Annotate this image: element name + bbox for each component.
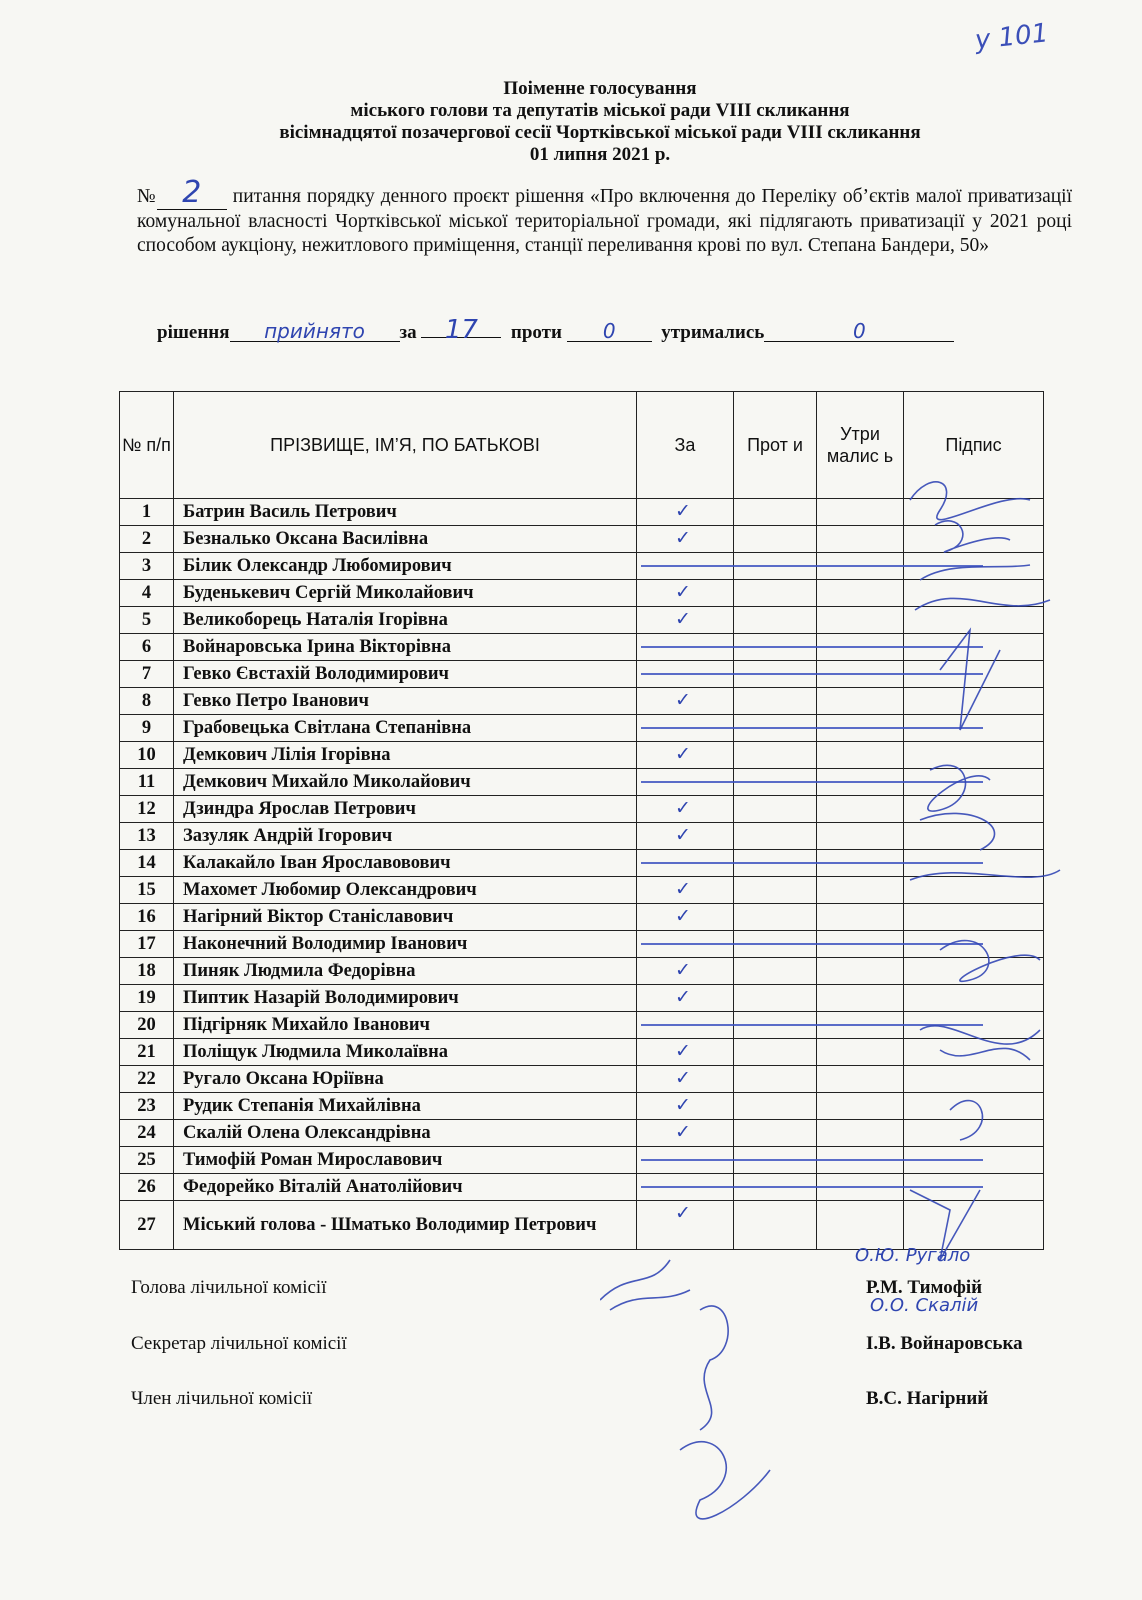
commission-signatures: [600, 1250, 1060, 1550]
table-row: [120, 904, 1044, 931]
deputy-name: Безналько Оксана Василівна: [174, 526, 637, 553]
vote-for-cell: [637, 850, 734, 877]
vote-for-cell: [637, 1093, 734, 1120]
vote-against-cell: [734, 715, 817, 742]
vote-abstain-cell: [817, 850, 904, 877]
deputy-name: Рудик Степанія Михайлівна: [174, 1093, 637, 1120]
vote-against-cell: [734, 850, 817, 877]
vote-for-cell: [637, 1174, 734, 1201]
vote-for-cell: [637, 688, 734, 715]
vote-against-cell: [734, 634, 817, 661]
signature-cell: [904, 1147, 1044, 1174]
vote-against-cell: [734, 769, 817, 796]
signature-cell: [904, 1120, 1044, 1147]
deputy-name: Зазуляк Андрій Ігорович: [174, 823, 637, 850]
signature-cell: [904, 526, 1044, 553]
vote-for-cell: [637, 580, 734, 607]
vote-for-cell: [637, 823, 734, 850]
vote-abstain-cell: [817, 877, 904, 904]
vote-against-cell: [734, 1120, 817, 1147]
row-number: 19: [120, 985, 174, 1012]
vote-for-cell: [637, 877, 734, 904]
deputy-name: Пиптик Назарій Володимирович: [174, 985, 637, 1012]
vote-for-cell: [637, 1012, 734, 1039]
header-line-2: міського голови та депутатів міської ради VIII скликання: [350, 100, 850, 121]
decision-value-blank: [230, 319, 400, 342]
deputy-name: Калакайло Іван Ярославовович: [174, 850, 637, 877]
row-number: 17: [120, 931, 174, 958]
vote-for-cell: [637, 1039, 734, 1066]
table-row: [120, 1066, 1044, 1093]
table-row: [120, 1201, 1044, 1250]
deputy-name: Грабовецька Світлана Степанівна: [174, 715, 637, 742]
signature-cell: [904, 1201, 1044, 1250]
vote-abstain-cell: [817, 1147, 904, 1174]
item-number-blank: [157, 175, 227, 210]
vote-for-cell: [637, 1120, 734, 1147]
row-number: 27: [120, 1201, 174, 1250]
signature-cell: [904, 742, 1044, 769]
vote-against-cell: [734, 904, 817, 931]
header-title: Поіменне голосування: [503, 78, 697, 99]
vote-against-cell: [734, 607, 817, 634]
deputy-name: Нагірний Віктор Станіславович: [174, 904, 637, 931]
commission-role: Секретар лічильної комісії: [131, 1333, 347, 1354]
col-header-num: № п/п: [120, 392, 174, 499]
signature-cell: [904, 1066, 1044, 1093]
vote-for-cell: [637, 661, 734, 688]
row-number: 5: [120, 607, 174, 634]
row-number: 22: [120, 1066, 174, 1093]
row-number: 9: [120, 715, 174, 742]
vote-abstain-cell: [817, 796, 904, 823]
signature-mark: [700, 1306, 728, 1430]
vote-for-cell: [637, 526, 734, 553]
vote-abstain-cell: [817, 958, 904, 985]
signature-cell: [904, 688, 1044, 715]
vote-against-cell: [734, 1147, 817, 1174]
vote-abstain-cell: [817, 985, 904, 1012]
vote-against-cell: [734, 661, 817, 688]
deputy-name: Демкович Лілія Ігорівна: [174, 742, 637, 769]
abstain-value: 0: [852, 319, 866, 343]
vote-against-cell: [734, 931, 817, 958]
table-row: [120, 1039, 1044, 1066]
vote-abstain-cell: [817, 526, 904, 553]
row-number: 8: [120, 688, 174, 715]
handwritten-corner-note: у 101: [973, 18, 1050, 56]
table-row: [120, 823, 1044, 850]
vote-for-cell: [637, 607, 734, 634]
vote-against-cell: [734, 742, 817, 769]
table-row: [120, 607, 1044, 634]
roll-call-table: [119, 391, 1044, 1250]
vote-abstain-cell: [817, 499, 904, 526]
signature-cell: [904, 580, 1044, 607]
row-number: 18: [120, 958, 174, 985]
table-row: [120, 742, 1044, 769]
col-header-signature: Підпис: [904, 392, 1044, 499]
for-value: 17: [444, 315, 478, 345]
table-header-row: [120, 392, 1044, 499]
vote-against-cell: [734, 1039, 817, 1066]
commission-member-name: В.С. Нагірний: [866, 1388, 989, 1409]
vote-abstain-cell: [817, 1012, 904, 1039]
vote-abstain-cell: [817, 553, 904, 580]
row-number: 26: [120, 1174, 174, 1201]
abstain-label: утримались: [661, 322, 765, 343]
vote-for-cell: [637, 958, 734, 985]
vote-against-cell: [734, 985, 817, 1012]
vote-against-cell: [734, 580, 817, 607]
commission-role: Член лічильної комісії: [131, 1388, 313, 1409]
against-label: проти: [510, 322, 562, 343]
against-value-blank: [567, 319, 652, 342]
vote-for-cell: [637, 904, 734, 931]
commission-member-name: Р.М. Тимофій: [866, 1277, 983, 1298]
vote-abstain-cell: [817, 1201, 904, 1250]
row-number: 24: [120, 1120, 174, 1147]
signature-cell: [904, 499, 1044, 526]
vote-for-cell: [637, 553, 734, 580]
vote-for-cell: [637, 634, 734, 661]
item-text: питання порядку денного проєкт рішення «Про включення до Переліку об’єктів малої приватизації комунальної власності Чортківської міської територіальної громади, які підлягають приватизації у 2021 році способом аукціону, нежитлового приміщення, станції переливання крові по вул. Степана Бандери, 50»: [137, 186, 1072, 256]
table-row: [120, 769, 1044, 796]
table-row: [120, 1147, 1044, 1174]
table-row: [120, 985, 1044, 1012]
deputy-name: Тимофій Роман Мирославович: [174, 1147, 637, 1174]
checkmark-icon: ✓: [675, 500, 691, 522]
deputy-name: Великоборець Наталія Ігорівна: [174, 607, 637, 634]
row-number: 15: [120, 877, 174, 904]
vote-for-cell: [637, 715, 734, 742]
header-date: 01 липня 2021 р.: [529, 144, 671, 165]
row-number: 2: [120, 526, 174, 553]
signature-mark: [680, 1442, 770, 1519]
table-row: [120, 661, 1044, 688]
row-number: 14: [120, 850, 174, 877]
table-row: [120, 1120, 1044, 1147]
vote-abstain-cell: [817, 1174, 904, 1201]
vote-for-cell: [637, 769, 734, 796]
deputy-name: Федорейко Віталій Анатолійович: [174, 1174, 637, 1201]
table-row: [120, 499, 1044, 526]
vote-against-cell: [734, 499, 817, 526]
table-row: [120, 688, 1044, 715]
col-header-for: За: [637, 392, 734, 499]
deputy-name: Махомет Любомир Олександрович: [174, 877, 637, 904]
handwritten-note-1: О.Ю. Ругало: [855, 1245, 971, 1266]
row-number: 1: [120, 499, 174, 526]
signature-cell: [904, 904, 1044, 931]
deputy-name: Гевко Євстахій Володимирович: [174, 661, 637, 688]
row-number: 11: [120, 769, 174, 796]
signature-cell: [904, 823, 1044, 850]
checkmark-icon: ✓: [675, 1040, 691, 1062]
vote-abstain-cell: [817, 607, 904, 634]
table-row: [120, 580, 1044, 607]
signature-cell: [904, 607, 1044, 634]
vote-against-cell: [734, 1174, 817, 1201]
signature-cell: [904, 1012, 1044, 1039]
checkmark-icon: ✓: [675, 581, 691, 603]
table-row: [120, 796, 1044, 823]
row-number: 7: [120, 661, 174, 688]
row-number: 10: [120, 742, 174, 769]
table-row: [120, 553, 1044, 580]
checkmark-icon: ✓: [675, 959, 691, 981]
signature-cell: [904, 850, 1044, 877]
vote-abstain-cell: [817, 580, 904, 607]
deputy-name: Скалій Олена Олександрівна: [174, 1120, 637, 1147]
signature-cell: [904, 1093, 1044, 1120]
document-header: [130, 78, 1070, 166]
deputy-name: Ругало Оксана Юріївна: [174, 1066, 637, 1093]
checkmark-icon: ✓: [675, 797, 691, 819]
deputy-name: Батрин Василь Петрович: [174, 499, 637, 526]
signature-cell: [904, 634, 1044, 661]
signature-cell: [904, 985, 1044, 1012]
vote-against-cell: [734, 958, 817, 985]
decision-label: рішення: [157, 322, 230, 343]
table-row: [120, 715, 1044, 742]
vote-against-cell: [734, 526, 817, 553]
against-value: 0: [602, 319, 616, 343]
checkmark-icon: ✓: [675, 905, 691, 927]
vote-for-cell: [637, 742, 734, 769]
checkmark-icon: ✓: [675, 1121, 691, 1143]
vote-abstain-cell: [817, 661, 904, 688]
row-number: 6: [120, 634, 174, 661]
checkmark-icon: ✓: [675, 527, 691, 549]
vote-result-line: [157, 315, 1057, 344]
table-row: [120, 958, 1044, 985]
vote-abstain-cell: [817, 715, 904, 742]
commission-member-name: І.В. Войнаровська: [866, 1333, 1023, 1354]
col-header-name: ПРІЗВИЩЕ, ІМ’Я, ПО БАТЬКОВІ: [174, 392, 637, 499]
deputy-name: Дзиндра Ярослав Петрович: [174, 796, 637, 823]
deputy-name: Поліщук Людмила Миколаївна: [174, 1039, 637, 1066]
vote-against-cell: [734, 1093, 817, 1120]
row-number: 3: [120, 553, 174, 580]
abstain-value-blank: [764, 319, 954, 342]
row-number: 13: [120, 823, 174, 850]
deputy-name: Наконечний Володимир Іванович: [174, 931, 637, 958]
vote-abstain-cell: [817, 742, 904, 769]
checkmark-icon: ✓: [675, 1202, 691, 1224]
signature-cell: [904, 1174, 1044, 1201]
vote-abstain-cell: [817, 688, 904, 715]
table-row: [120, 526, 1044, 553]
vote-for-cell: [637, 796, 734, 823]
signature-cell: [904, 931, 1044, 958]
deputy-name: Гевко Петро Іванович: [174, 688, 637, 715]
vote-against-cell: [734, 553, 817, 580]
item-number-handwritten: 2: [182, 175, 202, 210]
vote-for-cell: [637, 1066, 734, 1093]
vote-against-cell: [734, 1066, 817, 1093]
vote-for-cell: [637, 1201, 734, 1250]
deputy-name: Пиняк Людмила Федорівна: [174, 958, 637, 985]
header-line-3: вісімнадцятої позачергової сесії Чортківської міської ради VIII скликання: [279, 122, 921, 143]
vote-for-cell: [637, 985, 734, 1012]
checkmark-icon: ✓: [675, 878, 691, 900]
signature-mark: [600, 1260, 690, 1310]
deputy-name: Буденькевич Сергій Миколайович: [174, 580, 637, 607]
table-row: [120, 877, 1044, 904]
col-header-abstain: Утри малис ь: [817, 392, 904, 499]
col-header-against: Прот и: [734, 392, 817, 499]
signature-cell: [904, 715, 1044, 742]
item-number-prefix: №: [137, 186, 157, 207]
vote-abstain-cell: [817, 931, 904, 958]
checkmark-icon: ✓: [675, 1094, 691, 1116]
vote-for-cell: [637, 499, 734, 526]
row-number: 25: [120, 1147, 174, 1174]
vote-abstain-cell: [817, 1093, 904, 1120]
vote-against-cell: [734, 1012, 817, 1039]
table-row: [120, 1174, 1044, 1201]
vote-for-cell: [637, 1147, 734, 1174]
deputy-name: Демкович Михайло Миколайович: [174, 769, 637, 796]
checkmark-icon: ✓: [675, 689, 691, 711]
for-value-blank: [421, 315, 501, 345]
vote-against-cell: [734, 688, 817, 715]
signature-cell: [904, 877, 1044, 904]
signature-cell: [904, 958, 1044, 985]
for-label: за: [399, 322, 417, 343]
signature-cell: [904, 796, 1044, 823]
table-row: [120, 850, 1044, 877]
table-row: [120, 1012, 1044, 1039]
checkmark-icon: ✓: [675, 986, 691, 1008]
table-body: [120, 499, 1044, 1250]
table-row: [120, 931, 1044, 958]
row-number: 20: [120, 1012, 174, 1039]
row-number: 21: [120, 1039, 174, 1066]
handwritten-note-2: О.О. Скалій: [870, 1295, 979, 1316]
agenda-item-paragraph: [137, 175, 1072, 258]
row-number: 4: [120, 580, 174, 607]
table-row: [120, 1093, 1044, 1120]
vote-against-cell: [734, 796, 817, 823]
vote-against-cell: [734, 823, 817, 850]
checkmark-icon: ✓: [675, 743, 691, 765]
commission-role: Голова лічильної комісії: [131, 1277, 327, 1298]
vote-abstain-cell: [817, 1120, 904, 1147]
checkmark-icon: ✓: [675, 1067, 691, 1089]
row-number: 12: [120, 796, 174, 823]
table-row: [120, 634, 1044, 661]
deputy-name: Міський голова - Шматько Володимир Петрович: [174, 1201, 637, 1250]
decision-value: прийнято: [264, 319, 365, 343]
deputy-name: Войнаровська Ірина Вікторівна: [174, 634, 637, 661]
row-number: 23: [120, 1093, 174, 1120]
vote-abstain-cell: [817, 823, 904, 850]
vote-for-cell: [637, 931, 734, 958]
signature-cell: [904, 1039, 1044, 1066]
vote-abstain-cell: [817, 1039, 904, 1066]
vote-abstain-cell: [817, 1066, 904, 1093]
vote-against-cell: [734, 877, 817, 904]
vote-abstain-cell: [817, 634, 904, 661]
signature-cell: [904, 661, 1044, 688]
vote-abstain-cell: [817, 904, 904, 931]
signature-cell: [904, 553, 1044, 580]
deputy-name: Підгірняк Михайло Іванович: [174, 1012, 637, 1039]
vote-against-cell: [734, 1201, 817, 1250]
signature-cell: [904, 769, 1044, 796]
vote-abstain-cell: [817, 769, 904, 796]
row-number: 16: [120, 904, 174, 931]
checkmark-icon: ✓: [675, 824, 691, 846]
checkmark-icon: ✓: [675, 608, 691, 630]
deputy-name: Білик Олександр Любомирович: [174, 553, 637, 580]
